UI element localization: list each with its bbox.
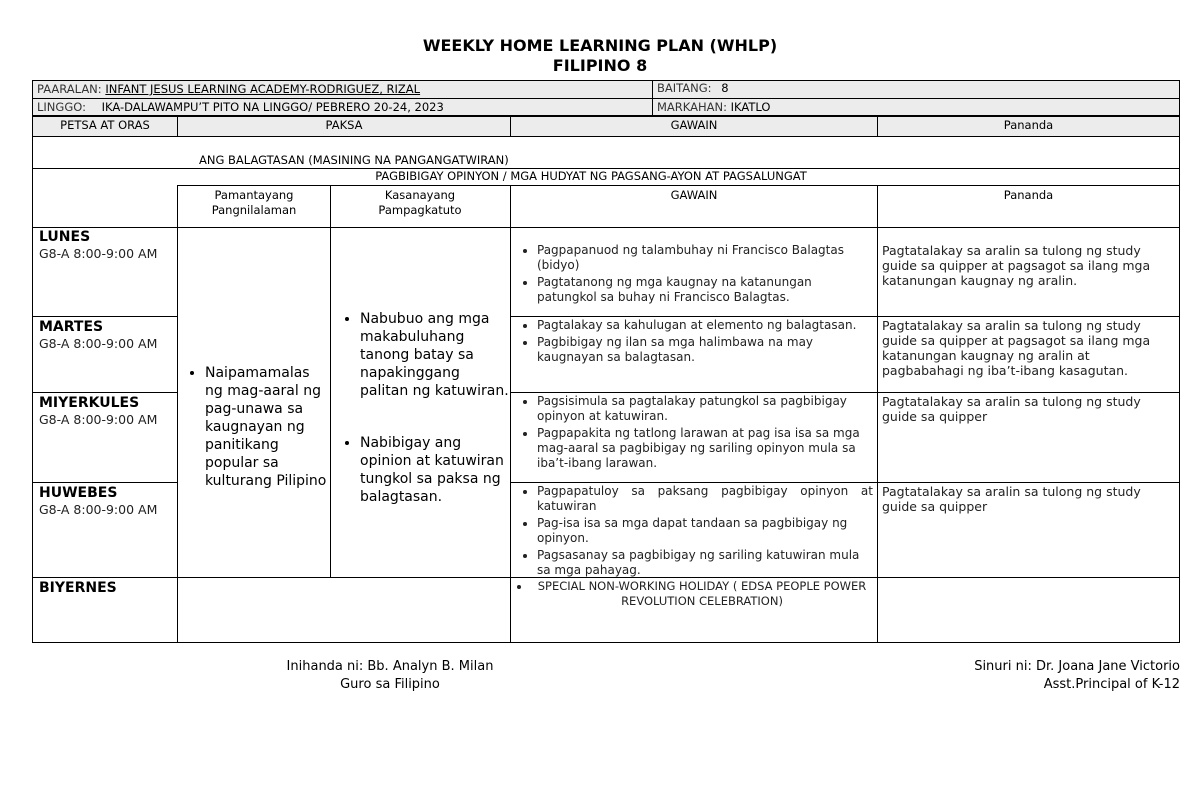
day-label: HUWEBES xyxy=(39,485,118,501)
paaralan-field xyxy=(37,82,420,97)
day-label: BIYERNES xyxy=(39,580,117,596)
day-cell-biyernes xyxy=(39,579,173,597)
gawain-item: • Pagtalakay sa kahulugan at elemento ng balagtasan. xyxy=(537,318,873,333)
subheader-gawain: GAWAIN xyxy=(670,188,718,202)
prepared-by-name: Inihanda ni: Bb. Analyn B. Milan xyxy=(286,659,494,674)
gawain-cell-huwebes xyxy=(511,484,873,580)
linggo-value: IKA-DALAWAMPU’T PITO NA LINGGO/ PEBRERO 20-24, 2023 xyxy=(101,100,444,114)
gawain-cell-miyerkules xyxy=(511,394,873,473)
day-cell-huwebes xyxy=(39,484,173,517)
markahan-value: IKATLO xyxy=(730,100,771,114)
topic-subtitle: PAGBIBIGAY OPINYON / MGA HUDYAT NG PAGSANG-AYON AT PAGSALUNGAT xyxy=(375,169,807,183)
day-time: G8-A 8:00-9:00 AM xyxy=(39,336,158,351)
day-label: MARTES xyxy=(39,319,104,335)
subheader-pamantayang: Pamantayang Pangnilalaman xyxy=(211,188,297,217)
checked-by xyxy=(880,658,1180,694)
paaralan-value: INFANT JESUS LEARNING ACADEMY-RODRIGUEZ, RIZAL xyxy=(105,82,421,96)
topic-title: ANG BALAGTASAN (MASINING NA PANGANGATWIRAN) xyxy=(199,153,509,167)
pananda-cell-miyerkules: Pagtatalakay sa aralin sa tulong ng study guide sa quipper xyxy=(882,394,1141,424)
kasanayang-cell xyxy=(332,310,509,508)
gawain-cell-martes xyxy=(511,318,873,367)
gawain-item: • Pagsisimula sa pagtalakay patungkol sa pagbibigay opinyon at katuwiran. xyxy=(537,394,873,424)
baitang-field xyxy=(657,81,729,96)
header-paksa: PAKSA xyxy=(325,118,363,132)
day-time: G8-A 8:00-9:00 AM xyxy=(39,246,158,261)
gawain-item: • Pagpapanuod ng talambuhay ni Francisco Balagtas (bidyo) xyxy=(537,243,873,273)
pananda-cell-huwebes: Pagtatalakay sa aralin sa tulong ng study guide sa quipper xyxy=(882,484,1141,514)
document-subtitle: FILIPINO 8 xyxy=(552,56,648,75)
baitang-label: BAITANG: xyxy=(657,81,712,95)
markahan-field xyxy=(657,100,770,115)
header-petsa: PETSA AT ORAS xyxy=(60,118,150,132)
header-pananda: Pananda xyxy=(1003,118,1054,132)
linggo-field xyxy=(37,100,444,115)
document-title: WEEKLY HOME LEARNING PLAN (WHLP) xyxy=(422,36,778,55)
pananda-cell-martes: Pagtatalakay sa aralin sa tulong ng study guide sa quipper at pagsagot sa ilang mga katanungan kaugnay ng aralin at pagbabahagi ng iba’t-ibang kasagutan. xyxy=(882,318,1151,378)
pamantayang-cell xyxy=(179,364,327,492)
markahan-label: MARKAHAN: xyxy=(657,100,727,114)
kasanayang-item: • Nabubuo ang mga makabuluhang tanong batay sa napakinggang palitan ng katuwiran. xyxy=(360,310,509,400)
day-label: LUNES xyxy=(39,229,91,245)
baitang-value: 8 xyxy=(721,81,729,95)
subheader-kasanayang: Kasanayang Pampagkatuto xyxy=(378,188,462,217)
day-cell-miyerkules xyxy=(39,394,173,427)
day-cell-martes xyxy=(39,318,173,351)
checked-by-name: Sinuri ni: Dr. Joana Jane Victorio xyxy=(974,659,1180,674)
gawain-item: • Pagbibigay ng ilan sa mga halimbawa na may kaugnayan sa balagtasan. xyxy=(537,335,873,365)
gawain-item: • SPECIAL NON-WORKING HOLIDAY ( EDSA PEOPLE POWER REVOLUTION CELEBRATION) xyxy=(531,579,873,609)
linggo-label: LINGGO: xyxy=(37,100,86,114)
gawain-item: • Pagsasanay sa pagbibigay ng sariling katuwiran mula sa mga pahayag. xyxy=(537,548,873,578)
gawain-item: • Pagpapakita ng tatlong larawan at pag isa isa sa mga mag-aaral sa pagbibigay ng sariling opinyon mula sa iba’t-ibang larawan. xyxy=(537,426,873,471)
gawain-item: • Pagpapatuloy sa paksang pagbibigay opinyon at katuwiran xyxy=(537,484,873,514)
gawain-cell-lunes xyxy=(511,243,873,307)
header-gawain: GAWAIN xyxy=(670,118,718,132)
gawain-item: • Pagtatanong ng mga kaugnay na katanungan patungkol sa buhay ni Francisco Balagtas. xyxy=(537,275,873,305)
day-cell-lunes xyxy=(39,228,173,261)
gawain-item: • Pag-isa isa sa mga dapat tandaan sa pagbibigay ng opinyon. xyxy=(537,516,873,546)
subheader-pananda: Pananda xyxy=(1003,188,1054,202)
paaralan-label: PAARALAN: xyxy=(37,82,102,96)
day-time: G8-A 8:00-9:00 AM xyxy=(39,412,158,427)
prepared-by-role: Guro sa Filipino xyxy=(340,677,440,692)
plan-table xyxy=(32,116,1180,643)
day-label: MIYERKULES xyxy=(39,395,140,411)
prepared-by xyxy=(230,658,550,694)
kasanayang-item: • Nabibigay ang opinion at katuwiran tungkol sa paksa ng balagtasan. xyxy=(360,434,509,506)
day-time: G8-A 8:00-9:00 AM xyxy=(39,502,158,517)
checked-by-role: Asst.Principal of K-12 xyxy=(1043,677,1180,692)
pamantayang-item: • Naipamamalas ng mag-aaral ng pag-unawa sa kaugnayan ng panitikang popular sa kulturang Pilipino xyxy=(205,364,327,490)
pananda-cell-lunes: Pagtatalakay sa aralin sa tulong ng study guide sa quipper at pagsagot sa ilang mga katanungan kaugnay ng aralin. xyxy=(882,243,1151,288)
gawain-cell-biyernes xyxy=(511,579,873,611)
info-table xyxy=(32,80,1180,116)
